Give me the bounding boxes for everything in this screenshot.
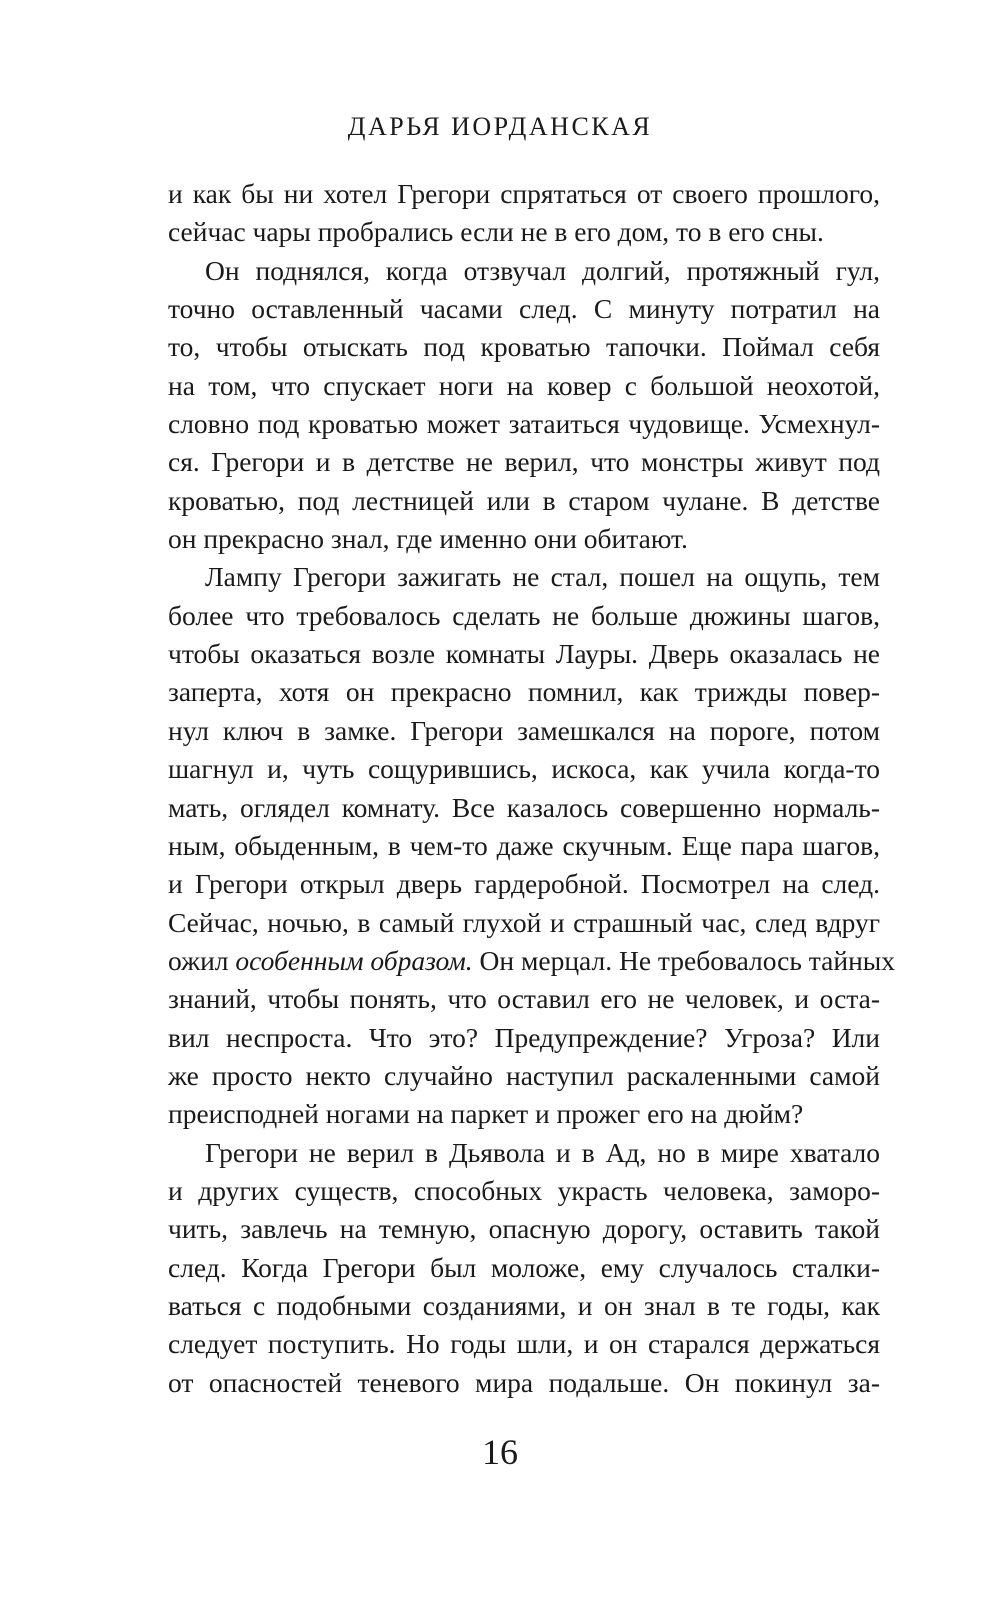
text-line: и как бы ни хотел Грегори спрятаться от своего прошлого, [168, 178, 880, 209]
text-line: след. Когда Грегори был моложе, ему случалось сталки- [168, 1251, 880, 1283]
text-line: ным, обыденным, в чем-то даже скучным. Еще пара шагов, [168, 829, 880, 861]
paragraph-first-line: Грегори не верил в Дьявола и в Ад, но в мире хватало [205, 1136, 880, 1168]
text-line: заперта, хотя он прекрасно помнил, как трижды повер- [168, 676, 880, 708]
text-line: от опасностей теневого мира подальше. Он покинул за- [168, 1366, 880, 1398]
running-head: ДАРЬЯ ИОРДАНСКАЯ [347, 112, 653, 141]
text-line: Сейчас, ночью, в самый глухой и страшный час, след вдруг [168, 906, 880, 938]
body-text [168, 175, 896, 1402]
paragraph-first-line: Он поднялся, когда отзвучал долгий, протяжный гул, [205, 254, 880, 286]
italic-phrase: особенным образом. [235, 944, 473, 976]
text-line: ваться с подобными созданиями, и он знал в те годы, как [168, 1289, 880, 1321]
text-line: на том, что спускает ноги на ковер с большой неохотой, [168, 369, 880, 401]
text-line: же просто некто случайно наступил раскаленными самой [168, 1059, 880, 1091]
text-line: знаний, чтобы понять, что оставил его не человек, и оста- [168, 983, 880, 1015]
text-line: то, чтобы отыскать под кроватью тапочки. Поймал себя [168, 331, 880, 363]
text-line: нул ключ в замке. Грегори замешкался на пороге, потом [168, 714, 880, 746]
text-line: чтобы оказаться возле комнаты Лауры. Дверь оказалась не [168, 638, 880, 670]
text-line: чить, завлечь на темную, опасную дорогу, оставить такой [168, 1213, 880, 1245]
page-number: 16 [482, 1432, 518, 1472]
text-line: более что требовалось сделать не больше дюжины шагов, [168, 599, 880, 631]
text-line: следует поступить. Но годы шли, и он старался держаться [168, 1328, 880, 1360]
text-line: сейчас чары пробрались если не в его дом, то в его сны. [168, 216, 824, 248]
text-segment: ожил [168, 944, 236, 976]
text-line: мать, оглядел комнату. Все казалось совершенно нормаль- [168, 791, 880, 823]
text-line: точно оставленный часами след. С минуту потратил на [168, 293, 880, 325]
text-line: шагнул и, чуть сощурившись, искоса, как учила когда-то [168, 753, 880, 785]
paragraph-first-line: Лампу Грегори зажигать не стал, пошел на ощупь, тем [205, 561, 880, 593]
text-line: и других существ, способных украсть человека, заморо- [168, 1174, 880, 1206]
text-line: преисподней ногами на паркет и прожег его на дюйм? [168, 1098, 804, 1130]
text-line: ся. Грегори и в детстве не верил, что монстры живут под [168, 446, 880, 478]
text-line: он прекрасно знал, где именно они обитают. [168, 523, 688, 555]
text-line-with-italic [168, 942, 896, 980]
text-segment: Он мерцал. Не требовалось тайных [472, 944, 896, 976]
text-line: вил неспроста. Что это? Предупреждение? Угроза? Или [168, 1021, 880, 1053]
text-line: словно под кроватью может затаиться чудовище. Усмехнул- [168, 408, 880, 440]
text-line: и Грегори открыл дверь гардеробной. Посмотрел на след. [168, 868, 880, 900]
text-line: кроватью, под лестницей или в старом чулане. В детстве [168, 484, 880, 516]
